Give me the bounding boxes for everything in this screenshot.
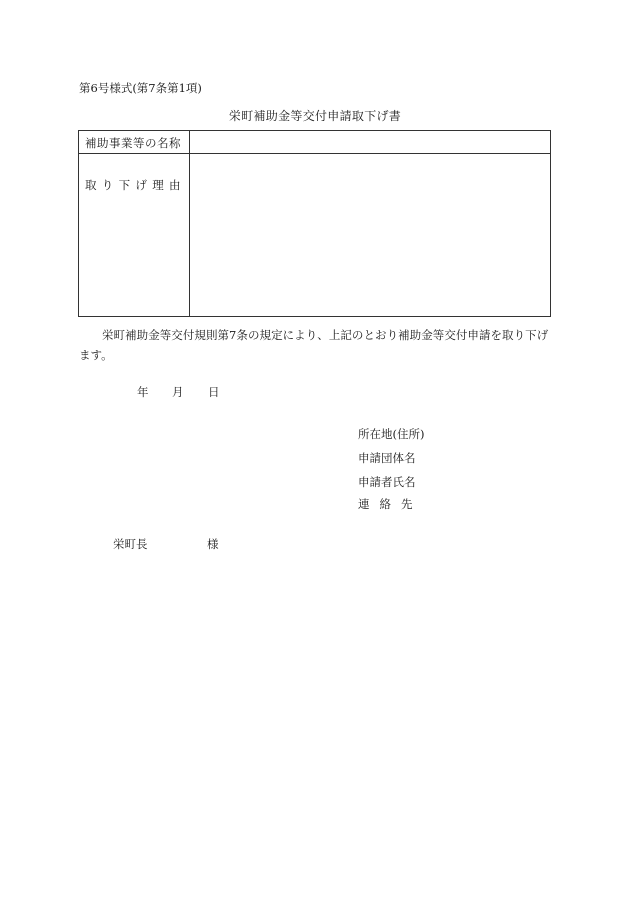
- date-day-label: 日: [208, 385, 220, 399]
- address-label: 所在地(住所): [358, 427, 425, 441]
- contact-label: 連絡先: [358, 497, 423, 511]
- project-name-label: 補助事業等の名称: [85, 136, 181, 150]
- body-text: 栄町補助金等交付規則第7条の規定により、上記のとおり補助金等交付申請を取り下げます。: [79, 328, 549, 362]
- document-title: 栄町補助金等交付申請取下げ書: [228, 109, 402, 123]
- date-year-label: 年: [137, 385, 149, 399]
- applicant-name-label: 申請者氏名: [358, 475, 416, 489]
- addressee-name: 栄町長: [113, 537, 148, 551]
- form-table: [78, 130, 551, 317]
- table-column-divider: [189, 131, 190, 316]
- table-row-divider: [79, 153, 550, 154]
- form-number: 第6号様式(第7条第1項): [79, 81, 202, 95]
- withdrawal-reason-label: 取り下げ理由: [85, 178, 186, 192]
- date-month-label: 月: [172, 385, 184, 399]
- organization-label: 申請団体名: [358, 451, 416, 465]
- addressee-honorific: 様: [207, 537, 219, 551]
